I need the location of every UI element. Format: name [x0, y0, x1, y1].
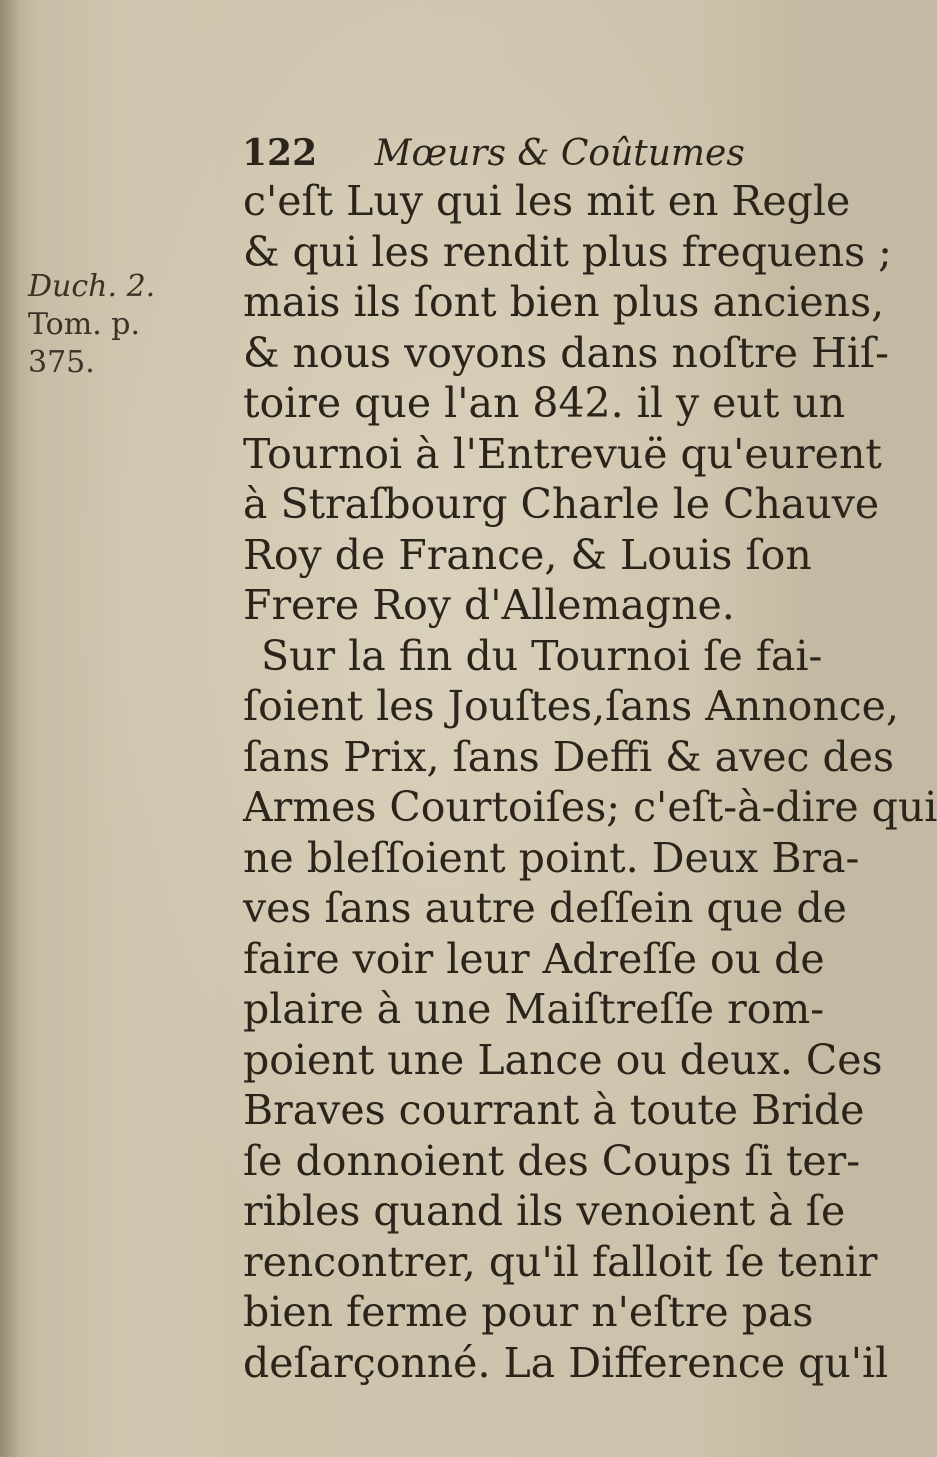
running-title: Mœurs & Coûtumes [374, 133, 745, 174]
text-line: ſoient les Jouſtes,ſans Annonce, [243, 682, 899, 730]
text-line: c'eſt Luy qui les mit en Regle [243, 177, 851, 225]
text-line: Tournoi à l'Entrevuë qu'eurent [243, 429, 882, 478]
text-line: toire que l'an 842. il y eut un [243, 379, 846, 427]
text-line: deſarçonné. La Difference qu'il [243, 1338, 889, 1387]
text-line: Frere Roy d'Allemagne. [243, 581, 735, 629]
page-number: 122 [242, 132, 318, 174]
margin-note-line: 375. [28, 345, 95, 380]
text-line: rencontrer, qu'il falloit ſe tenir [243, 1237, 878, 1286]
margin-note-line: Tom. p. [28, 307, 141, 342]
text-line: ſans Prix, ſans Deffi & avec des [243, 732, 895, 781]
text-line: Braves courrant à toute Bride [243, 1086, 865, 1134]
text-line: plaire à une Maiſtreſſe rom- [243, 985, 825, 1033]
text-line: faire voir leur Adreſſe ou de [243, 934, 825, 983]
text-line: ves ſans autre deſſein que de [243, 884, 847, 932]
text-line: bien ferme pour n'eſtre pas [243, 1288, 814, 1336]
text-line: poient une Lance ou deux. Ces [243, 1035, 883, 1084]
text-line: Armes Courtoiſes; c'eſt-à-dire qui [243, 783, 937, 831]
margin-note-line: Duch. 2. [28, 269, 156, 304]
text-line: ribles quand ils venoient à ſe [243, 1187, 846, 1235]
margin-reference-note [28, 268, 218, 382]
text-line: ſe donnoient des Coups ſi ter- [243, 1136, 861, 1185]
running-header [242, 128, 762, 178]
page-gutter-shadow [0, 0, 20, 1457]
paragraph-start-line: Sur la fin du Tournoi ſe fai- [261, 631, 823, 680]
text-line: mais ils ſont bien plus anciens, [243, 278, 885, 326]
text-line: ne bleſſoient point. Deux Bra- [243, 833, 860, 882]
text-line: & qui les rendit plus frequens ; [243, 227, 892, 276]
text-line: & nous voyons dans noſtre Hiſ- [243, 328, 889, 377]
text-line: Roy de France, & Louis ſon [243, 530, 812, 579]
text-line: à Straſbourg Charle le Chauve [243, 480, 880, 528]
body-text [243, 176, 937, 1388]
